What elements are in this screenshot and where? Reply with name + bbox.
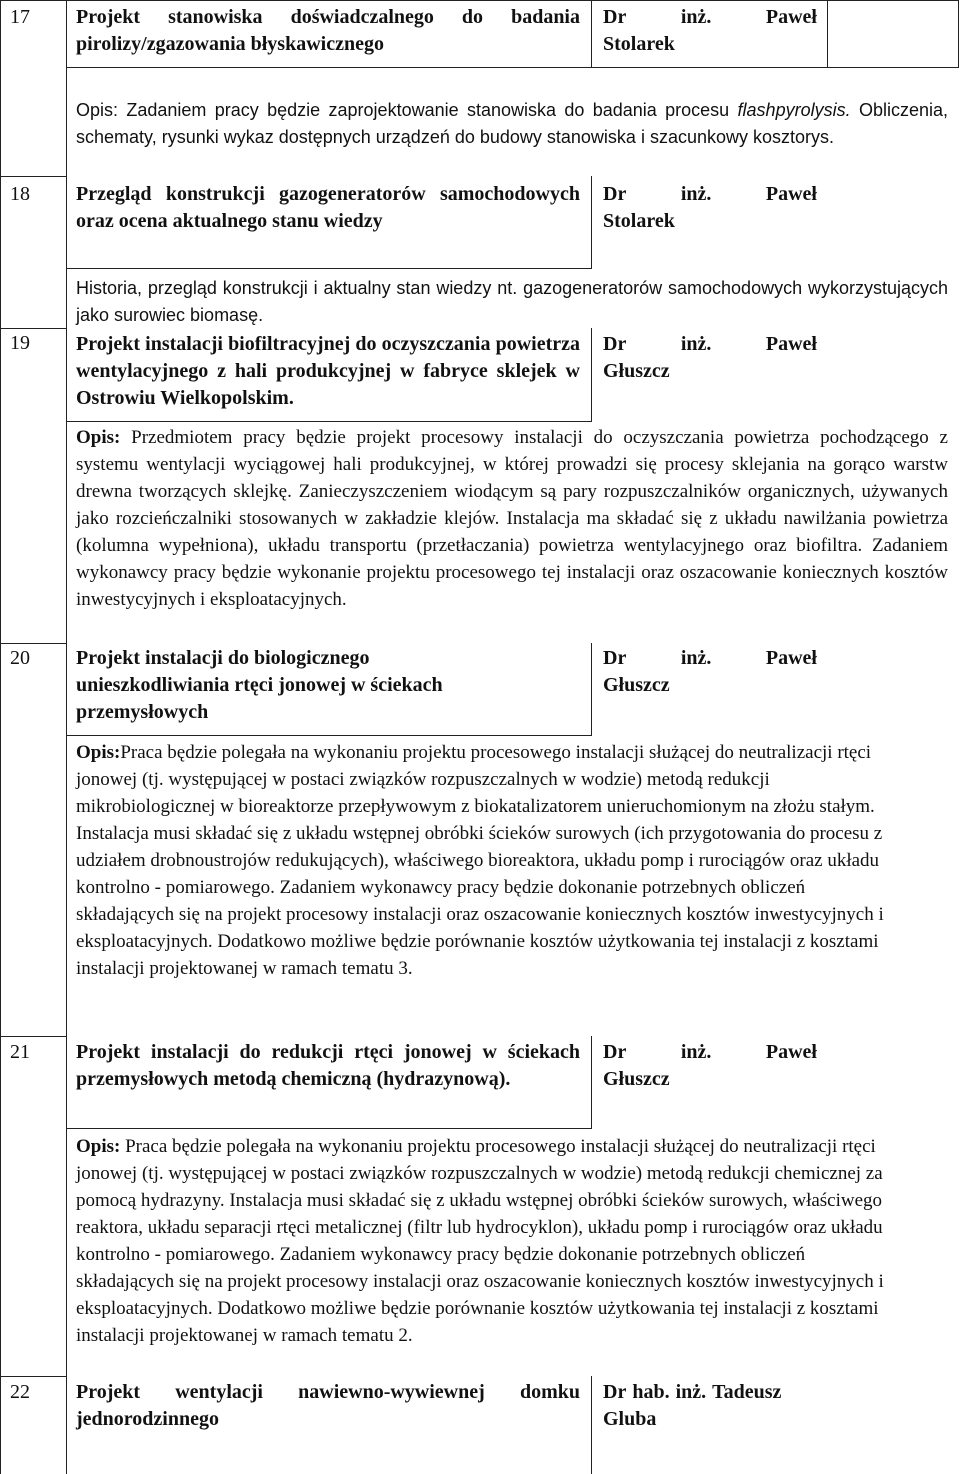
supervisor-first-name: Paweł [765, 647, 817, 669]
supervisor-title: inż. [680, 1041, 712, 1063]
topic-title: Projekt wentylacji nawiewno-wywiewnej domku jednorodzinnego [76, 1381, 580, 1430]
topic-description [76, 424, 948, 613]
topic-number: 21 [10, 1041, 30, 1063]
supervisor-degree: Dr [603, 183, 627, 205]
title-column-divider-20 [591, 643, 592, 735]
supervisor-title: inż. [680, 183, 712, 205]
description-text: Praca będzie polegała na wykonaniu projektu procesowego instalacji służącej do neutralizacji rtęci jonowej (tj. występującej w postaci związków rozpuszczalnych w wodzie) metodą redukcji mikrobiologicznej w bioreaktorze przepływowym z biokatalizatorem unieruchomionym na złożu stałym. Instalacja musi składać się z układu wstępnej obróbki ścieków surowych (ich przygotowania do procesu z udziałem drobnoustrojów redukujących), właściwego bioreaktora, układu pomp i rurociągów oraz układu kontrolno - pomiarowego. Zadaniem wykonawcy pracy będzie dokonanie potrzebnych obliczeń składających się na projekt procesowy instalacji oraz oszacowanie koniecznych kosztów inwestycyjnych i eksploatacyjnych. Dodatkowo możliwe będzie porównanie kosztów użytkowania tej instalacji z kosztami instalacji projektowanej w ramach tematu 3. [76, 742, 884, 979]
topic-supervisor [603, 181, 817, 235]
title-column-divider-22 [591, 1376, 592, 1474]
description-label: Opis: [76, 100, 119, 120]
supervisor-title: inż. [680, 6, 712, 28]
supervisor-degree: Dr [603, 1381, 627, 1403]
topic-number: 17 [10, 6, 30, 28]
table-border-right [958, 0, 959, 68]
topic-supervisor [603, 1379, 823, 1433]
description-label: Opis: [76, 427, 121, 448]
row-divider-18-bottom [66, 268, 592, 269]
topic-description [76, 1133, 906, 1349]
supervisor-surname: Stolarek [603, 33, 675, 55]
row-divider-19 [0, 328, 67, 329]
topic-title: Przegląd konstrukcji gazogeneratorów samochodowych oraz ocena aktualnego stanu wiedzy [76, 183, 580, 232]
supervisor-first-name: Paweł [765, 6, 817, 28]
row-divider-21 [0, 1036, 67, 1037]
supervisor-surname: Głuszcz [603, 1068, 670, 1090]
topic-supervisor [603, 331, 817, 385]
supervisor-first-name: Paweł [765, 333, 817, 355]
topic-description: Historia, przegląd konstrukcji i aktualny stan wiedzy nt. gazogeneratorów samochodowych wykorzystujących jako surowiec biomasę. [76, 278, 948, 325]
row-divider-22 [0, 1376, 67, 1377]
supervisor-degree: Dr [603, 1041, 627, 1063]
description-text: Praca będzie polegała na wykonaniu projektu procesowego instalacji służącej do neutralizacji rtęci jonowej (tj. występującej w postaci związków rozpuszczalnych w wodzie) metodą redukcji chemicznej za pomocą hydrazyny. Instalacja musi składać się z układu wstępnej obróbki ścieków surowych, właściwego reaktora, układu separacji rtęci metalicznej (filtr lub hydrocyklon), układu pomp i rurociągów oraz układu kontrolno - pomiarowego. Zadaniem wykonawcy pracy będzie dokonanie potrzebnych obliczeń składających się na projekt procesowy instalacji oraz oszacowanie koniecznych kosztów inwestycyjnych i eksploatacyjnych. Dodatkowo możliwe będzie porównanie kosztów użytkowania tej instalacji z kosztami instalacji projektowanej w ramach tematu 2. [76, 1136, 884, 1346]
title-column-divider-17 [591, 0, 592, 68]
description-italic-term: flashpyrolysis. [737, 100, 851, 120]
row-divider-17 [66, 67, 959, 68]
topic-number: 20 [10, 647, 30, 669]
supervisor-first-name: Paweł [765, 1041, 817, 1063]
title-column-divider-19 [591, 328, 592, 421]
topic-title: Projekt stanowiska doświadczalnego do badania pirolizy/zgazowania błyskawicznego [76, 6, 580, 55]
topic-description [76, 97, 948, 151]
topic-title: Projekt instalacji do redukcji rtęci jonowej w ściekach przemysłowych metodą chemiczną (hydrazynową). [76, 1041, 580, 1090]
number-column-divider [66, 0, 67, 1474]
description-label: Opis: [76, 742, 121, 763]
supervisor-degree: Dr [603, 6, 627, 28]
supervisor-surname: Głuszcz [603, 674, 670, 696]
topic-supervisor [603, 4, 817, 58]
table-border-top [0, 0, 959, 1]
description-text-continued: Obliczenia, schematy, rysunki wykaz dostępnych urządzeń do budowy stanowiska i szacunkowy kosztorys. [76, 100, 948, 147]
supervisor-column-divider-17 [827, 0, 828, 68]
topic-number: 19 [10, 332, 30, 354]
supervisor-surname: Gluba [603, 1408, 657, 1430]
topic-title: Projekt instalacji biofiltracyjnej do oczyszczania powietrza wentylacyjnego z hali produkcyjnej w fabryce sklejek w Ostrowiu Wielkopolskim. [76, 333, 580, 409]
topic-number: 18 [10, 183, 30, 205]
supervisor-first-name: Tadeusz [712, 1381, 782, 1403]
row-divider-18 [0, 176, 67, 177]
supervisor-degree: Dr [603, 647, 627, 669]
row-divider-21-bottom [66, 1128, 592, 1129]
topic-supervisor [603, 1039, 817, 1093]
row-divider-19-bottom [66, 421, 592, 422]
supervisor-surname: Stolarek [603, 210, 675, 232]
supervisor-habilitation: hab. [632, 1381, 670, 1403]
topic-supervisor [603, 645, 817, 699]
topic-description [76, 739, 906, 982]
supervisor-first-name: Paweł [765, 183, 817, 205]
row-divider-20-bottom [66, 735, 592, 736]
table-border-left [0, 0, 1, 1474]
topic-title: Projekt instalacji do biologicznego unieszkodliwiania rtęci jonowej w ściekach przemysłowych [76, 647, 443, 723]
supervisor-degree: Dr [603, 333, 627, 355]
description-label: Opis: [76, 1136, 121, 1157]
topic-number: 22 [10, 1381, 30, 1403]
title-column-divider-18 [591, 176, 592, 268]
supervisor-title: inż. [680, 333, 712, 355]
supervisor-title: inż. [680, 647, 712, 669]
description-text: Zadaniem pracy będzie zaprojektowanie stanowiska do badania procesu [118, 100, 738, 120]
supervisor-surname: Głuszcz [603, 360, 670, 382]
row-divider-20 [0, 643, 67, 644]
supervisor-title: inż. [675, 1381, 707, 1403]
title-column-divider-21 [591, 1036, 592, 1128]
description-text: Przedmiotem pracy będzie projekt procesowy instalacji do oczyszczania powietrza pochodzącego z systemu wentylacji wyciągowej hali produkcyjnej, w której prowadzi się procesy sklejania na gorąco warstw drewna tworzących sklejkę. Zanieczyszczeniem wiodącym są pary rozpuszczalników organicznych, używanych jako rozcieńczalniki stosowanych w zakładzie klejów. Instalacja ma składać się z układu nawilżania powietrza (kolumna wypełniona), układu transportu (przetłaczania) powietrza wentylacyjnego oraz biofiltra. Zadaniem wykonawcy pracy będzie wykonanie projektu procesowego tej instalacji oraz oszacowanie koniecznych kosztów inwestycyjnych i eksploatacyjnych. [76, 427, 948, 610]
